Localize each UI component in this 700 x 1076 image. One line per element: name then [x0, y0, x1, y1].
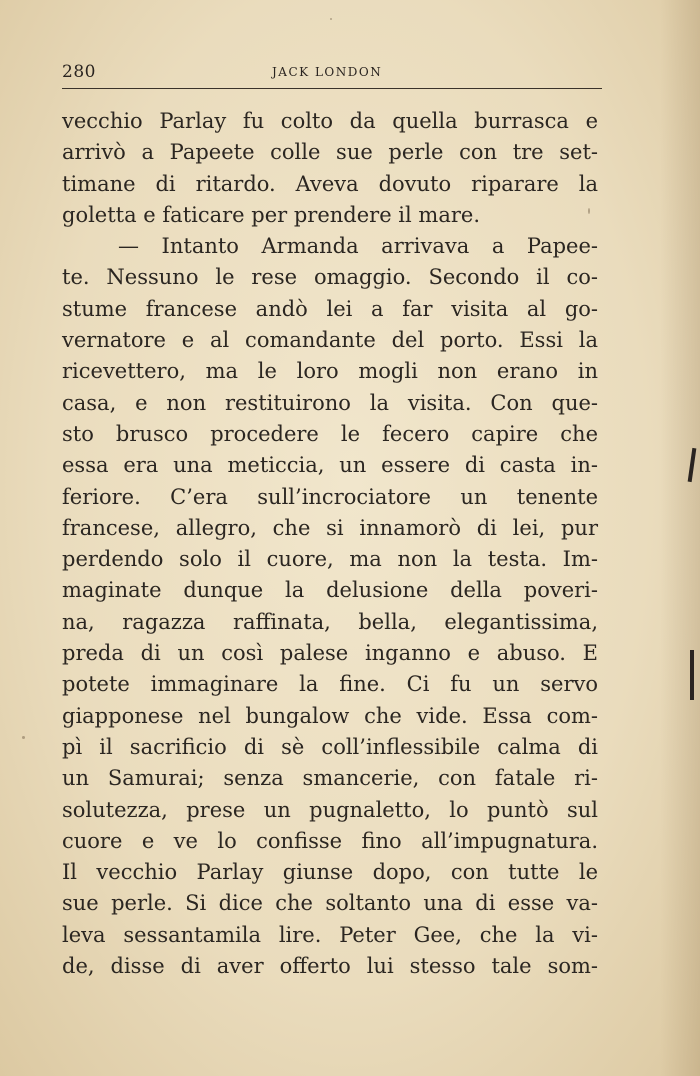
text-line: potete immaginare la fine. Ci fu un servo — [62, 672, 598, 697]
margin-ink-mark — [690, 650, 694, 700]
page-number: 280 — [62, 62, 96, 82]
body-text — [62, 106, 598, 982]
paper-speck — [588, 208, 590, 214]
text-line: te. Nessuno le rese omaggio. Secondo il co- — [62, 265, 598, 290]
text-line: preda di un così palese inganno e abuso. E — [62, 641, 598, 666]
text-line: un Samurai; senza smancerie, con fatale ri- — [62, 766, 598, 791]
header-rule — [62, 88, 602, 89]
text-line: cuore e ve lo confisse fino all’impugnatura. — [62, 828, 598, 853]
page-header — [62, 62, 602, 92]
text-line: essa era una meticcia, un essere di casta in- — [62, 453, 598, 478]
text-line: — Intanto Armanda arrivava a Papee- — [118, 234, 598, 259]
text-line: Il vecchio Parlay giunse dopo, con tutte le — [62, 860, 598, 885]
paper-speck — [330, 18, 332, 20]
text-line: sue perle. Si dice che soltanto una di esse va- — [62, 891, 598, 916]
text-line: leva sessantamila lire. Peter Gee, che la vi- — [62, 922, 598, 947]
text-line: arrivò a Papeete colle sue perle con tre set- — [62, 140, 598, 165]
text-line: stume francese andò lei a far visita al go- — [62, 296, 598, 321]
text-line: de, disse di aver offerto lui stesso tale som- — [62, 954, 598, 979]
text-line: vecchio Parlay fu colto da quella burrasca e — [62, 109, 598, 133]
page-edge-shadow — [660, 0, 700, 1076]
text-line: vernatore e al comandante del porto. Essi la — [62, 328, 598, 353]
text-line: perdendo solo il cuore, ma non la testa. Im- — [62, 547, 598, 572]
text-line: solutezza, prese un pugnaletto, lo puntò sul — [62, 797, 598, 822]
text-line: timane di ritardo. Aveva dovuto riparare la — [62, 171, 598, 196]
text-line: goletta e faticare per prendere il mare. — [62, 202, 480, 227]
text-line: giapponese nel bungalow che vide. Essa com- — [62, 703, 598, 728]
running-head: JACK LONDON — [272, 65, 383, 79]
paper-speck — [22, 736, 25, 739]
text-line: pì il sacrificio di sè coll’inflessibile calma di — [62, 734, 598, 759]
text-line: maginate dunque la delusione della poveri- — [62, 578, 598, 603]
text-line: sto brusco procedere le fecero capire che — [62, 421, 598, 446]
text-line: casa, e non restituirono la visita. Con que- — [62, 390, 598, 415]
text-line: francese, allegro, che si innamorò di lei, pur — [62, 515, 598, 540]
text-line: na, ragazza raffinata, bella, elegantissima, — [62, 609, 598, 634]
text-line: feriore. C’era sull’incrociatore un tenente — [62, 484, 598, 509]
text-line: ricevettero, ma le loro mogli non erano in — [62, 359, 598, 384]
